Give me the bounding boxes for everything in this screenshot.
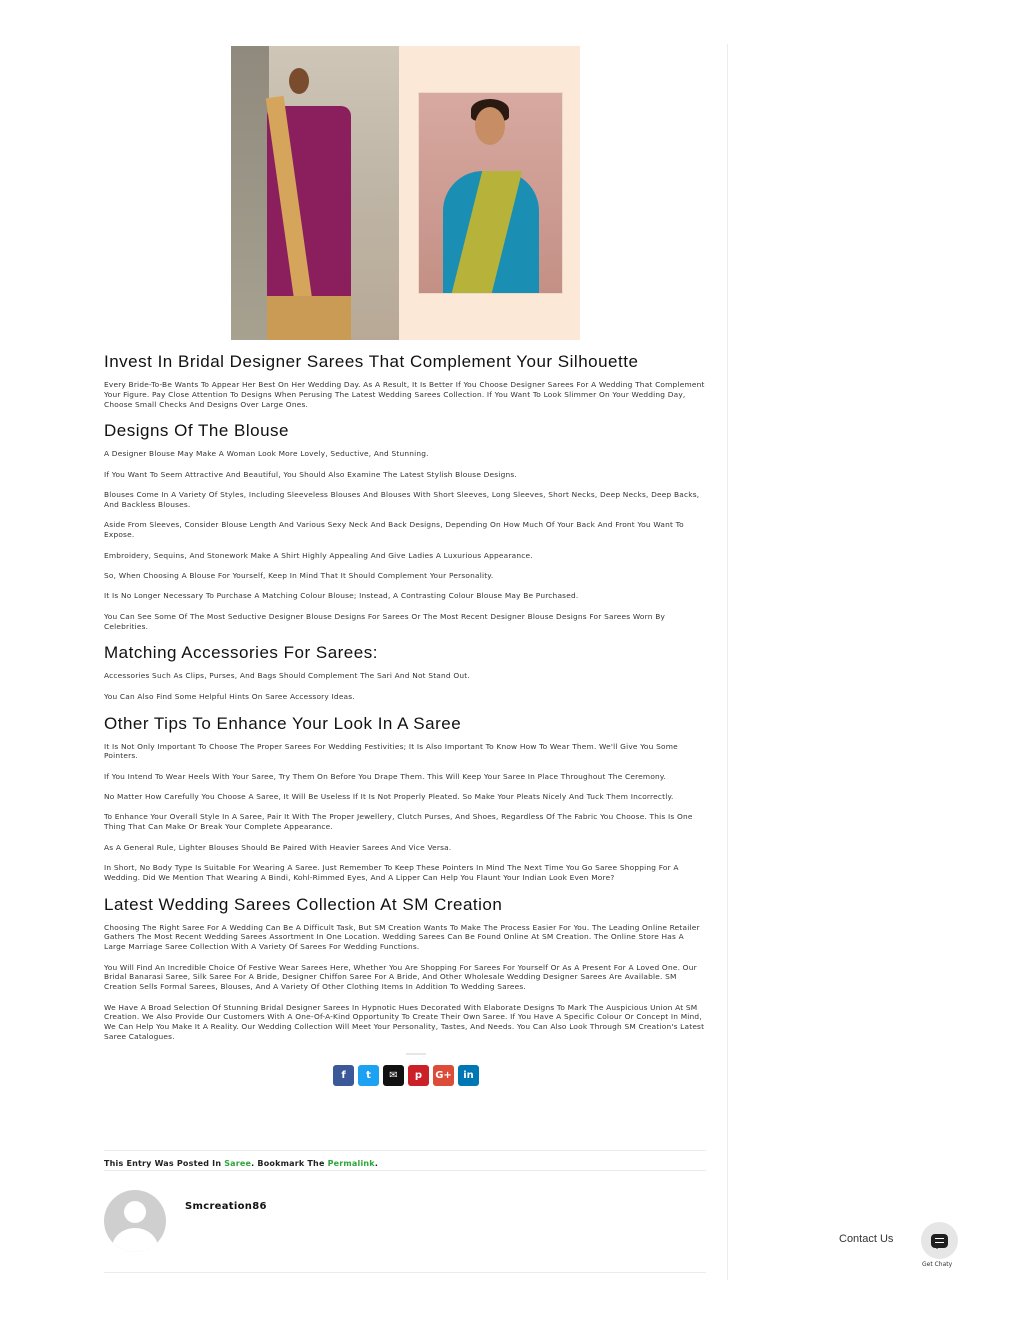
section-paragraph: We Have A Broad Selection Of Stunning Bridal Designer Sarees In Hypnotic Hues Decorated With Elaborate Designs To Mark The Auspicious Union At SM Creation. We Also Provide Our Customers With A One-Of-A-Kind Opportunity To Create Their Own Saree. If You Have A Specific Colour Or Concept In Mind, We Can Help You Make It A Reality. Our Wedding Collection Will Meet Your Personality, Tastes, And Needs. You Can Also Look Through SM Creation's Latest Saree Catalogues. (104, 1002, 705, 1041)
hero-image (231, 46, 580, 340)
section-paragraph: To Enhance Your Overall Style In A Saree, Pair It With The Proper Jewellery, Clutch Purses, And Shoes, Regardless Of The Fabric You Choose. This Is One Thing That Can Make Or Break Your Complete Appearance. (104, 812, 693, 832)
linkedin-share-button[interactable] (458, 1065, 479, 1086)
section-heading: Latest Wedding Sarees Collection At SM Creation (104, 894, 503, 914)
section-heading: Other Tips To Enhance Your Look In A Saree (104, 713, 462, 733)
section-paragraph: Every Bride-To-Be Wants To Appear Her Best On Her Wedding Day. As A Result, It Is Better If You Choose Designer Sarees For A Wedding That Complement Your Figure. Pay Close Attention To Designs When Perusing The Latest Wedding Sarees Collection. If You Want To Look Slimmer On Your Wedding Day, Choose Small Checks And Designs Over Large Ones. (104, 380, 705, 409)
author-box (104, 1190, 706, 1273)
hero-photo-panel (399, 46, 580, 340)
google-plus-icon: G+ (435, 1069, 452, 1081)
section-paragraph: If You Intend To Wear Heels With Your Saree, Try Them On Before You Drape Them. This Will Keep Your Saree In Place Throughout The Ceremony. (104, 771, 666, 781)
section-paragraph: Aside From Sleeves, Consider Blouse Length And Various Sexy Neck And Back Designs, Depending On How Much Of Your Back And Front You Want To Expose. (104, 520, 684, 540)
chat-icon (931, 1234, 948, 1248)
chat-widget-label: Get Chaty (922, 1261, 953, 1268)
pinterest-share-button[interactable] (408, 1065, 429, 1086)
section-paragraph: No Matter How Carefully You Choose A Saree, It Will Be Useless If It Is Not Properly Pleated. So Make Your Pleats Nicely And Tuck Them Incorrectly. (104, 792, 674, 802)
permalink-link[interactable]: Permalink (327, 1159, 375, 1168)
meta-suffix: . (374, 1159, 379, 1168)
article (104, 46, 706, 1086)
hero-photo-magenta-saree (231, 46, 399, 340)
section-paragraph: Choosing The Right Saree For A Wedding Can Be A Difficult Task, But SM Creation Wants To Make The Process Easier For You. The Leading Online Retailer Gathers The Most Recent Wedding Sarees Assortment In One Location. Wedding Sarees Can Be Found Online At SM Creation. The Online Store Has A Large Marriage Saree Collection With A Variety Of Sarees For Wedding Functions. (104, 922, 700, 952)
google-plus-share-button[interactable] (433, 1065, 454, 1086)
category-link[interactable]: Saree (224, 1159, 252, 1168)
twitter-share-button[interactable] (358, 1065, 379, 1086)
section-paragraph: A Designer Blouse May Make A Woman Look More Lovely, Seductive, And Stunning. (104, 449, 429, 459)
chat-widget-button[interactable] (921, 1222, 958, 1259)
section-paragraph: It Is Not Only Important To Choose The Proper Sarees For Wedding Festivities; It Is Also Important To Know How To Wear Them. We'll Give You Some Pointers. (104, 741, 678, 761)
section-paragraph: It Is No Longer Necessary To Purchase A Matching Colour Blouse; Instead, A Contrasting Colour Blouse May Be Purchased. (104, 591, 579, 601)
entry-meta (104, 1150, 706, 1171)
section-paragraph: Accessories Such As Clips, Purses, And Bags Should Complement The Sari And Not Stand Out. (104, 671, 470, 681)
section-paragraph: In Short, No Body Type Is Suitable For Wearing A Saree. Just Remember To Keep These Pointers In Mind The Next Time You Go Saree Shopping For A Wedding. Did We Mention That Wearing A Bindi, Kohl-Rimmed Eyes, And A Lipper Can Help You Flaunt Your Indian Look Even More? (104, 863, 679, 882)
facebook-icon: f (341, 1069, 346, 1081)
email-icon: ✉ (389, 1069, 398, 1081)
hero-photo-teal-saree (418, 92, 563, 294)
section-paragraph: If You Want To Seem Attractive And Beautiful, You Should Also Examine The Latest Stylish Blouse Designs. (104, 469, 517, 479)
section-heading: Matching Accessories For Sarees: (104, 643, 378, 663)
share-buttons (333, 1065, 706, 1086)
pinterest-icon: p (414, 1069, 423, 1081)
section-paragraph: You Can See Some Of The Most Seductive Designer Blouse Designs For Sarees Or The Most Recent Designer Blouse Designs For Sarees Worn By Celebrities. (104, 611, 666, 631)
author-name[interactable]: Smcreation86 (185, 1201, 267, 1212)
facebook-share-button[interactable] (333, 1065, 354, 1086)
meta-prefix: This Entry Was Posted In (104, 1159, 225, 1168)
section-paragraph: As A General Rule, Lighter Blouses Should Be Paired With Heavier Sarees And Vice Versa. (104, 842, 452, 852)
avatar (104, 1190, 166, 1252)
twitter-icon: t (366, 1069, 371, 1081)
section-heading: Designs Of The Blouse (104, 421, 289, 441)
section-paragraph: Blouses Come In A Variety Of Styles, Including Sleeveless Blouses And Blouses With Short Sleeves, Long Sleeves, Short Necks, Deep Necks, Deep Backs, And Backless Blouses. (104, 490, 700, 509)
section-paragraph: So, When Choosing A Blouse For Yourself, Keep In Mind That It Should Complement Your Personality. (104, 570, 494, 580)
section-paragraph: Embroidery, Sequins, And Stonework Make A Shirt Highly Appealing And Give Ladies A Luxurious Appearance. (104, 550, 533, 560)
contact-us-label[interactable]: Contact Us (839, 1233, 894, 1245)
share-divider (406, 1053, 426, 1055)
sidebar-divider (727, 44, 728, 1280)
meta-middle: . Bookmark The (251, 1159, 328, 1168)
article-body (104, 351, 706, 1042)
section-paragraph: You Will Find An Incredible Choice Of Festive Wear Sarees Here, Whether You Are Shopping For Sarees For Yourself Or As A Present For A Loved One. Our Bridal Banarasi Saree, Silk Saree For A Bride, Designer Chiffon Saree For A Bride, And Other Wholesale Wedding Designer Sarees Are Available. SM Creation Sells Formal Sarees, Blouses, And A Variety Of Other Clothing Items In Addition To Wedding Sarees. (104, 962, 697, 992)
email-share-button[interactable] (383, 1065, 404, 1086)
section-heading: Invest In Bridal Designer Sarees That Complement Your Silhouette (104, 352, 639, 371)
linkedin-icon: in (463, 1069, 474, 1081)
section-paragraph: You Can Also Find Some Helpful Hints On Saree Accessory Ideas. (104, 691, 355, 701)
